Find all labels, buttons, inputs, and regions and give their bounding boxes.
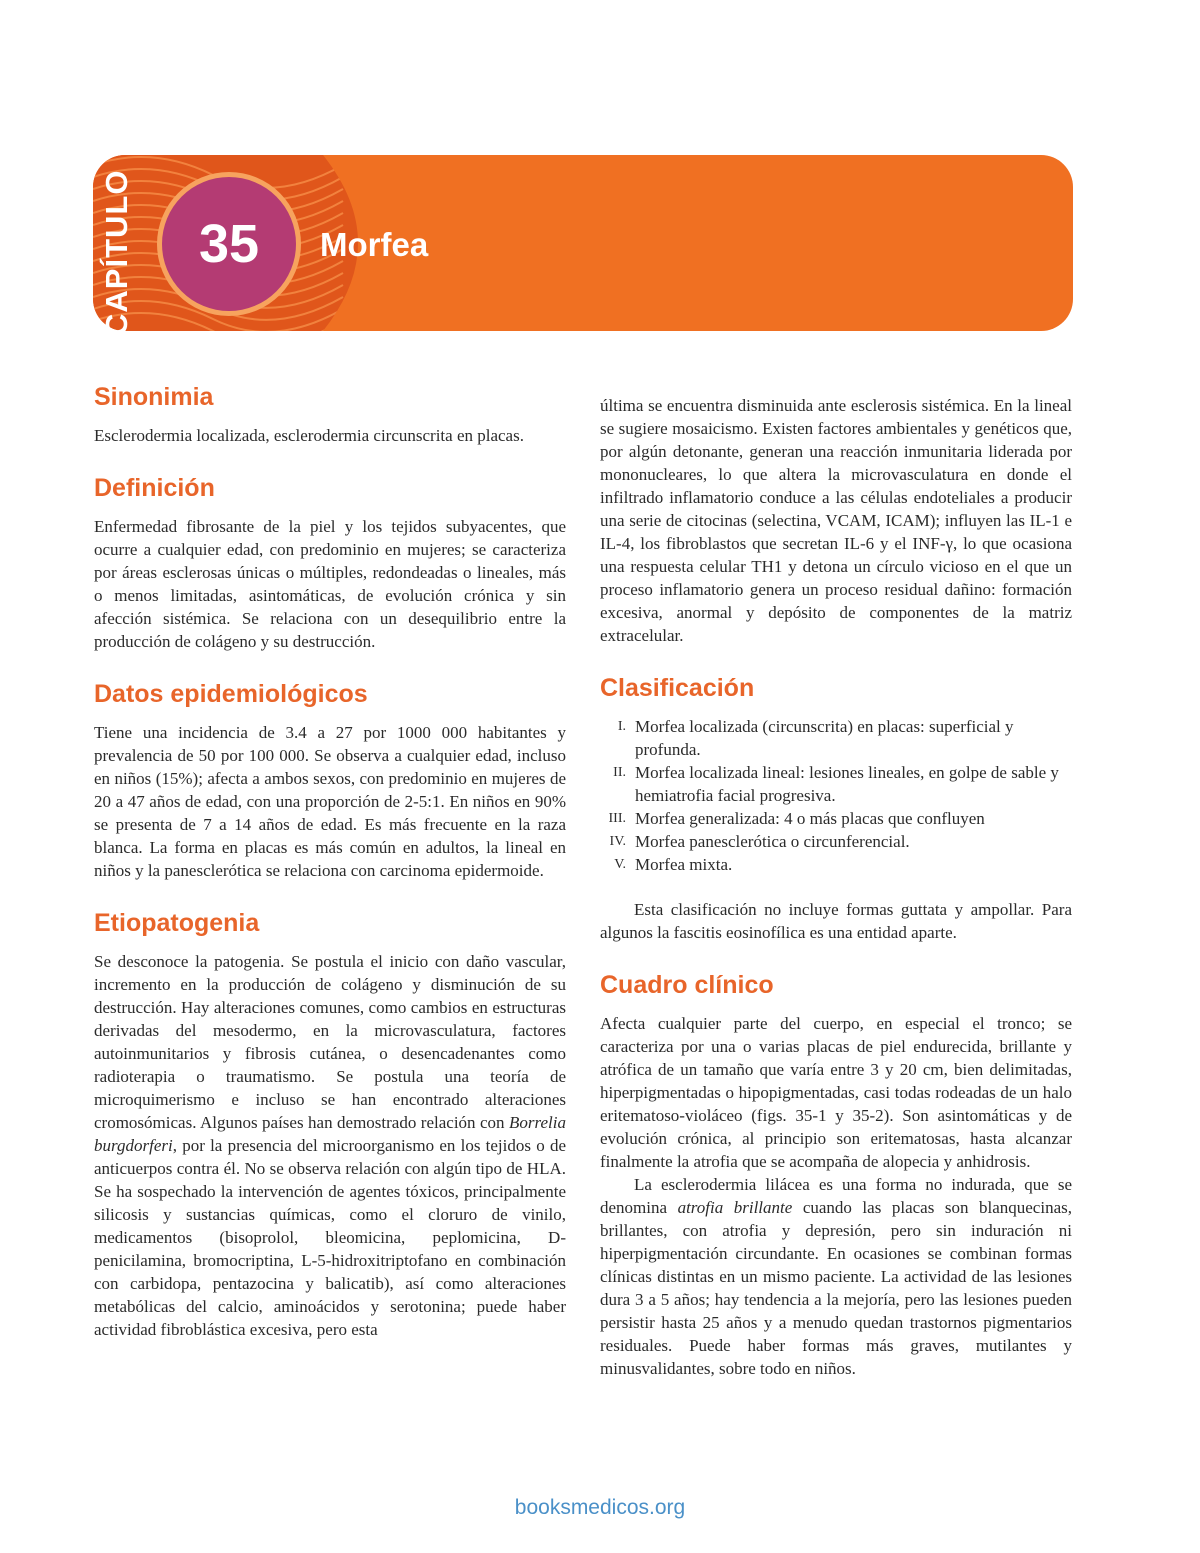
italic-term: Borrelia burgdorferi [94,1113,566,1155]
list-number: II. [613,765,626,780]
list-number: V. [614,857,626,872]
section-text [94,950,566,1341]
list-item [600,715,1072,761]
list-number: IV. [609,834,626,849]
list-item [600,853,1072,876]
section-text: Tiene una incidencia de 3.4 a 27 por 1000 000 habitantes y prevalencia de 50 por 100 000. Se observa a cualquier edad, incluso en niños (15%); afecta a ambos sexos, con predominio en mujeres de 20 a 47 años de edad, con una proporción de 2-5:1. En niños en 90% se presenta de 7 a 14 años de edad. Es más frecuente en la raza blanca. La forma en placas es más común en adultos, la lineal en niños y la panesclerótica se relaciona con carcinoma epidermoide. [94,723,566,880]
section-heading: Cuadro clínico [600,971,774,999]
text-run: Se desconoce la patogenia. Se postula el inicio con daño vascular, incremento en la producción de colágeno y disminución de su destrucción. Hay alteraciones comunes, como cambios en estructuras derivadas del mesodermo, en la microvasculatura, factores autoinmunitarios y fibrosis cutánea, o desencadenantes como radioterapia o traumatismo. Se postula una teoría de microquimerismo e incluso se han encontrado alteraciones cromosómicas. Algunos países han demostrado relación con [94,952,566,1132]
chapter-label: CAPÍTULO [99,169,134,336]
classification-list [600,715,1072,876]
left-column [94,380,566,1365]
classification-note: Esta clasificación no incluye formas guttata y ampollar. Para algunos la fascitis eosinofílica es una entidad aparte. [600,900,1072,942]
italic-term: atrofia brillante [677,1198,793,1217]
section-text: última se encuentra disminuida ante esclerosis sistémica. En la lineal se sugiere mosaicismo. Existen factores ambientales y genéticos que, por algún detonante, generan una reacción inmunitaria liderada por mononucleares, lo que altera la microvasculatura en donde el infiltrado inflamatorio conduce a las células endoteliales a producir una serie de citocinas (selectina, VCAM, ICAM); influyen las IL-1 e IL-4, los fibroblastos que secretan IL-6 y el INF-γ, lo que ocasiona una respuesta celular TH1 y detona un círculo vicioso en el que un proceso inflamatorio genera un proceso residual dañino: formación excesiva, anormal y depósito de componentes de la matriz extracelular. [600,396,1072,645]
section-text: Afecta cualquier parte del cuerpo, en especial el tronco; se caracteriza por una o varias placas de piel endurecida, brillante y atrófica de un tamaño que varía entre 3 y 20 cm, bien delimitadas, hiperpigmentadas o hipopigmentadas, casi todas rodeadas de un halo eritematoso-violáceo (figs. 35-1 y 35-2). Son asintomáticas y de evolución crónica, al principio son eritematosas, hasta alcanzar finalmente la atrofia que se acompaña de alopecia y anhidrosis. [600,1014,1072,1171]
list-item [600,807,1072,830]
text-run: , por la presencia del microorganismo en los tejidos o de anticuerpos contra él. No se observa relación con algún tipo de HLA. Se ha sospechado la intervención de agentes tóxicos, principalmente silicosis y sustancias químicas, como el cloruro de vinilo, medicamentos (bisoprolol, bleomicina, peplomicina, D-penicilamina, bromocriptina, L-5-hidroxitriptofano en combinación con carbidopa, pentazocina y balicatib), así como alteraciones metabólicas del calcio, aminoácidos y serotonina; puede haber actividad fibroblástica excesiva, pero esta [94,1136,566,1339]
section-definicion [94,471,566,653]
list-text: Morfea localizada lineal: lesiones lineales, en golpe de sable y hemiatrofia facial progresiva. [635,763,1059,805]
section-sinonimia [94,380,566,447]
chapter-title: Morfea [320,226,429,263]
text-run: La esclerodermia lilácea es una forma no indurada, que se denomina [600,1175,1072,1217]
section-heading: Datos epidemiológicos [94,680,368,708]
section-etiopatogenia [94,906,566,1341]
text-run: cuando las placas son blanquecinas, brillantes, con atrofia y depresión, pero sin induración ni hiperpigmentación circundante. En ocasiones se combinan formas clínicas distintas en un mismo paciente. La actividad de las lesiones dura 3 a 5 años; hay tendencia a la mejoría, pero las lesiones pueden persistir hasta 25 años y a menudo quedan trastornos pigmentarios residuales. Puede haber formas más graves, mutilantes y minusvalidantes, sobre todo en niños. [600,1198,1072,1378]
section-heading: Etiopatogenia [94,909,260,937]
section-heading: Definición [94,474,215,502]
section-heading: Clasificación [600,674,755,702]
section-epidemiologia [94,677,566,882]
list-item [600,830,1072,853]
section-continuation [600,394,1072,647]
list-number: I. [617,719,626,734]
right-column [600,394,1072,1404]
chapter-number: 35 [162,177,296,311]
list-text: Morfea generalizada: 4 o más placas que confluyen [635,809,985,828]
section-text: Enfermedad fibrosante de la piel y los tejidos subyacentes, que ocurre a cualquier edad, con predominio en mujeres; se caracteriza por áreas esclerosas únicas o múltiples, redondeadas o lineales, más o menos limitadas, asintomáticas, de evolución crónica y sin afección sistémica. Se relaciona con un desequilibrio entre la producción de colágeno y su destrucción. [94,517,566,651]
section-text: Esclerodermia localizada, esclerodermia circunscrita en placas. [94,426,524,445]
list-text: Morfea panesclerótica o circunferencial. [635,832,910,851]
section-text [600,1173,1072,1380]
list-number: III. [608,811,626,826]
section-clasificacion [600,671,1072,944]
list-text: Morfea mixta. [635,855,733,874]
list-item [600,761,1072,807]
footer-site-link[interactable]: booksmedicos.org [514,1496,686,1519]
list-text: Morfea localizada (circunscrita) en placas: superficial y profunda. [635,717,1014,759]
section-cuadro-clinico [600,968,1072,1380]
section-heading: Sinonimia [94,383,214,411]
